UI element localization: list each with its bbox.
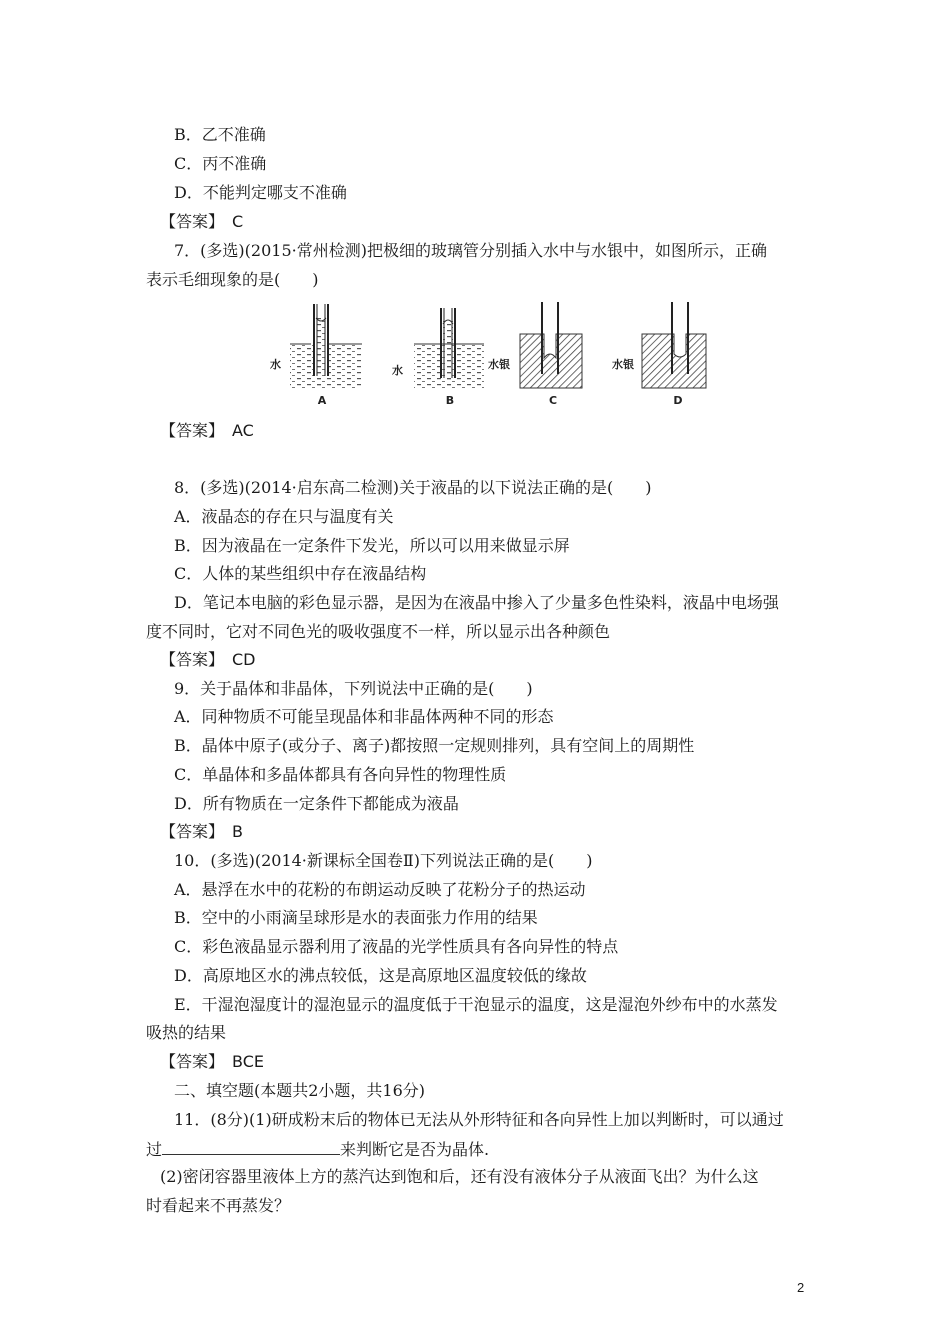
option-d-q8-line1: D．笔记本电脑的彩色显示器，是因为在液晶中掺入了少量多色性染料，液晶中电场强 [174, 593, 779, 612]
label-option-c: C [548, 394, 558, 407]
option-b-q6: B．乙不准确 [174, 125, 266, 144]
answer-q9: 【答案】 B [160, 822, 243, 841]
option-e-q10-line2: 吸热的结果 [146, 1023, 227, 1042]
option-d-q6: D．不能判定哪支不准确 [174, 183, 347, 202]
option-c-diagram [488, 302, 582, 407]
answer-blank[interactable] [162, 1138, 340, 1155]
label-option-b: B [445, 394, 455, 407]
capillary-diagram [266, 298, 726, 412]
question-11-part2-line1: (2)密闭容器里液体上方的蒸汽达到饱和后，还有没有液体分子从液面飞出？为什么这 [160, 1167, 759, 1186]
option-d-q8-line2: 度不同时，它对不同色光的吸收强度不一样，所以显示出各种颜色 [146, 622, 611, 641]
answer-q7: 【答案】 AC [160, 421, 254, 440]
label-option-d: D [673, 394, 683, 407]
option-e-q10-line1: E．干湿泡湿度计的湿泡显示的温度低于干泡显示的温度，这是湿泡外纱布中的水蒸发 [174, 995, 778, 1014]
option-b-q10: B．空中的小雨滴呈球形是水的表面张力作用的结果 [174, 908, 538, 927]
label-mercury-d: 水银 [612, 358, 634, 371]
label-option-a: A [317, 394, 327, 407]
option-c-q8: C．人体的某些组织中存在液晶结构 [174, 564, 427, 583]
option-d-diagram [612, 302, 706, 407]
question-11-line1: 11．(8分)(1)研成粉末后的物体已无法从外形特征和各向异性上加以判断时，可以通过 [174, 1110, 784, 1129]
option-b-q9: B．晶体中原子(或分子、离子)都按照一定规则排列，具有空间上的周期性 [174, 736, 695, 755]
answer-q8: 【答案】 CD [160, 650, 256, 669]
option-a-q9: A．同种物质不可能呈现晶体和非晶体两种不同的形态 [174, 707, 554, 726]
option-b-q8: B．因为液晶在一定条件下发光，所以可以用来做显示屏 [174, 536, 570, 555]
option-a-q10: A．悬浮在水中的花粉的布朗运动反映了花粉分子的热运动 [174, 880, 586, 899]
option-c-q9: C．单晶体和多晶体都具有各向异性的物理性质 [174, 765, 507, 784]
answer-q6: 【答案】 C [160, 212, 244, 231]
q11-text-before: 过 [146, 1140, 163, 1159]
question-10: 10．(多选)(2014·新课标全国卷Ⅱ)下列说法正确的是( ) [174, 851, 593, 870]
page-number: 2 [797, 1280, 805, 1295]
option-b-diagram [392, 308, 484, 407]
option-d-q9: D．所有物质在一定条件下都能成为液晶 [174, 794, 459, 813]
option-a-q8: A．液晶态的存在只与温度有关 [174, 507, 394, 526]
question-11-line2 [146, 1138, 489, 1160]
question-11-part2-line2: 时看起来不再蒸发？ [146, 1196, 291, 1215]
question-7-line2: 表示毛细现象的是( ) [146, 270, 319, 289]
option-c-q6: C．丙不准确 [174, 154, 267, 173]
question-8: 8．(多选)(2014·启东高二检测)关于液晶的以下说法正确的是( ) [174, 478, 652, 497]
question-9: 9．关于晶体和非晶体，下列说法中正确的是( ) [174, 679, 533, 698]
question-7-line1: 7．(多选)(2015·常州检测)把极细的玻璃管分别插入水中与水银中，如图所示，正确 [174, 241, 767, 260]
answer-q10: 【答案】 BCE [160, 1052, 264, 1071]
q11-text-after: 来判断它是否为晶体. [340, 1140, 490, 1159]
section-heading-fill-in: 二、填空题(本题共2小题，共16分) [174, 1081, 426, 1100]
option-c-q10: C．彩色液晶显示器利用了液晶的光学性质具有各向异性的特点 [174, 937, 619, 956]
option-d-q10: D．高原地区水的沸点较低，这是高原地区温度较低的缘故 [174, 966, 587, 985]
label-mercury-c: 水银 [488, 358, 510, 371]
label-water-a: 水 [270, 358, 281, 371]
option-a-diagram [270, 304, 362, 407]
capillary-figure [266, 298, 726, 412]
label-water-b: 水 [392, 364, 403, 377]
